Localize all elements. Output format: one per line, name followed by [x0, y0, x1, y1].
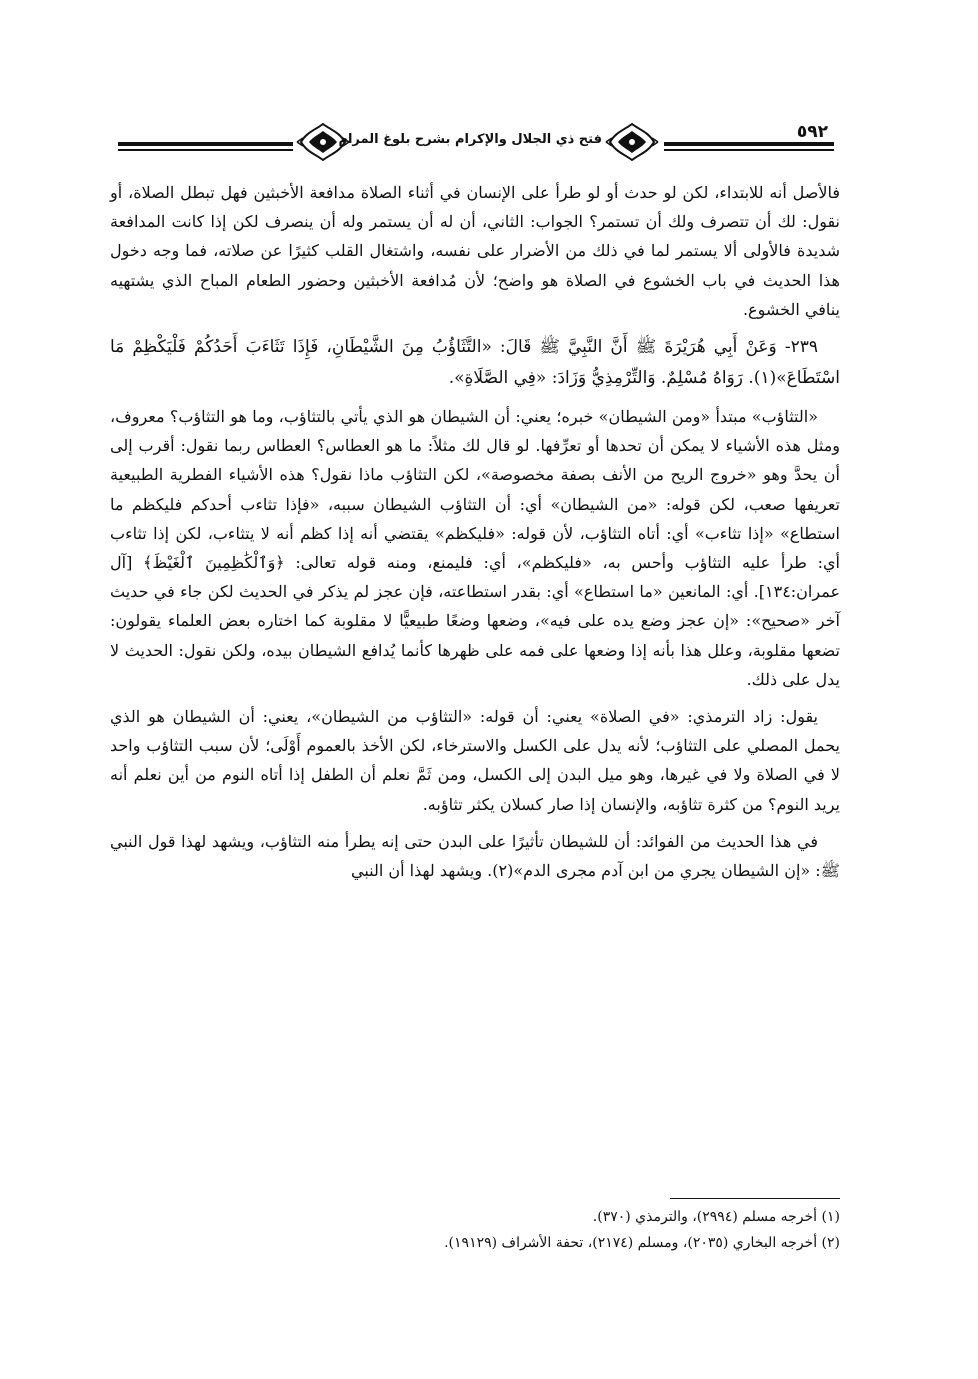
paragraph-tirmidhi: يقول: زاد الترمذي: «في الصلاة» يعني: أن قوله: «التثاؤب من الشيطان»، يعني: أن الشيطان هو الذي يحمل المصلي على التثاؤب؛ لأنه يدل على الكسل والاسترخاء، لكن الأخذ بالعموم أَوْلَى؛ لأن سبب التثاؤب واحد لا في الصلاة ولا في غيرها، وهو ميل البدن إلى الكسل، ومن ثَمَّ نعلم أن الطفل إذا أتاه النوم من أين نعلم أنه يريد النوم؟ من كثرة تثاؤبه، والإنسان إذا صار كسلان يكثر تثاؤبه. — [110, 707, 841, 814]
main-text — [110, 178, 840, 885]
header-rule-right-thin — [664, 149, 834, 151]
footnote-2: (٢) أخرجه البخاري (٢٠٣٥)، ومسلم (٢١٧٤)، تحفة الأشراف (١٩١٢٩). — [444, 1235, 840, 1251]
hadith-text: ٢٣٩- وَعَنْ أَبِي هُرَيْرَةَ ﷺ أَنَّ النَّبِيَّ ﷺ قَالَ: «التَّثَاؤُبُ مِنَ الشَّيْطَانِ، فَإِذَا تَثَاءَبَ أَحَدُكُمْ فَلْيَكْظِمْ مَا اسْتَطَاعَ»(١). رَوَاهُ مُسْلِمٌ. وَالتِّرْمِذِيُّ وَزَادَ: «فِي الصَّلَاةِ». — [110, 337, 840, 389]
header-rule-left — [118, 142, 293, 146]
header-rule-right — [664, 142, 834, 146]
paragraph-intro: فالأصل أنه للابتداء، لكن لو حدث أو لو طرأ على الإنسان في أثناء الصلاة مدافعة الأخبثين فهل تبطل الصلاة، أو نقول: لك أن تتصرف ولك أن تستمر؟ الجواب: الثاني، أن له أن يستمر وله أن ينصرف لكن إذا كانت المدافعة شديدة فالأولى ألا يستمر لما في ذلك من الأضرار على نفسه، واشتغال القلب كثيرًا عن صلاته، فما وجه دخول هذا الحديث في باب الخشوع في الصلاة هو واضح؛ لأن مُدافعة الأخبثين وحضور الطعام المباح الذي يشتهيه ينافي الخشوع. — [110, 183, 841, 319]
book-title: فتح ذي الجلال والإكرام بشرح بلوغ المرام — [338, 132, 602, 147]
paragraph-benefits: في هذا الحديث من الفوائد: أن للشيطان تأثيرًا على البدن حتى إنه يطرأ منه التثاؤب، ويشهد لهذا قول النبي ﷺ: «إن الشيطان يجري من ابن آدم مجرى الدم»(٢). ويشهد لهذا أن النبي — [110, 831, 840, 881]
footnote-1: (١) أخرجه مسلم (٢٩٩٤)، والترمذي (٣٧٠). — [592, 1209, 840, 1225]
ornament-right-icon — [604, 120, 660, 164]
footnotes — [140, 1204, 840, 1256]
header-rule-left-thin — [118, 149, 293, 151]
page-header — [110, 112, 840, 168]
footnote-separator — [670, 1198, 840, 1199]
page-number: ٥٩٢ — [796, 122, 828, 142]
paragraph-explanation: «التثاؤب» مبتدأ «ومن الشيطان» خبره؛ يعني: أن الشيطان هو الذي يأتي بالتثاؤب، وما هو التثاؤب؟ معروف، ومثل هذه الأشياء لا يمكن أن تحدها أو تعرِّفها. لو قال لك مثلاً: ما هو العطاس؟ العطاس ربما نقول: أقرب إلى أن يحدَّ وهو «خروج الريح من الأنف بصفة مخصوصة»، لكن التثاؤب ماذا نقول؟ هذه الأشياء الفطرية الطبيعية تعريفها صعب، لكن قوله: «من الشيطان» أي: أن التثاؤب الشيطان سببه، «فإذا تثاءب أحدكم فليكظم ما استطاع» «إذا تثاءب» أي: أتاه التثاؤب، لأن قوله: «فليكظم» يقتضي أنه إذا كظم أنه لا يتثاءب، لكن إذا تثاءب أي: طرأ عليه التثاؤب وأحس به، «فليكظم»، أي: فليمنع، ومنه قوله تعالى: ﴿وَٱلْكَٰظِمِينَ ٱلْغَيْظَ﴾ [آل عمران:١٣٤]. أي: المانعين «ما استطاع» أي: بقدر استطاعته، فإن عجز لم يذكر في الحديث لكن جاء في حديث آخر «صحيح»: «إن عجز وضع يده على فيه»، وضعها وضعًا طبيعيًّا لا مقلوبة كما اختاره بعض العلماء يقولون: تضعها مقلوبة، وعلل هذا بأنه إذا وضعها على فمه على ظهرها كأنما يُدافع الشيطان بيده، ولكن نقول: الحديث لا يدل على ذلك. — [110, 407, 841, 689]
